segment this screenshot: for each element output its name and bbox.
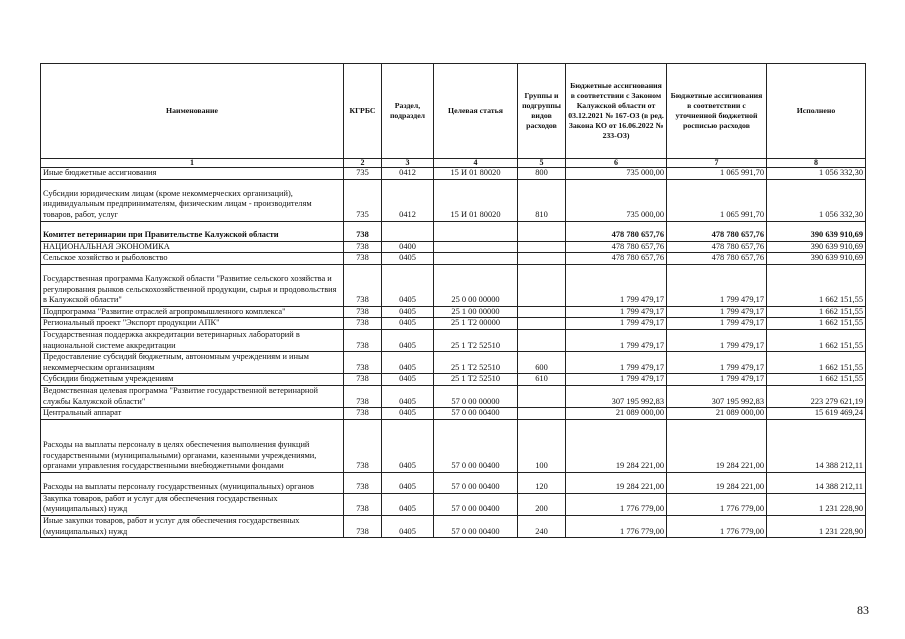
table-cell-group	[518, 306, 566, 318]
table-row	[41, 329, 866, 351]
table-row	[41, 253, 866, 265]
table-cell-executed: 1 662 151,55	[767, 306, 866, 318]
table-cell-kgrbs: 738	[344, 264, 382, 306]
header-kgrbs: КГРБС	[344, 64, 382, 159]
table-cell-group	[518, 221, 566, 241]
table-cell-section: 0400	[382, 241, 434, 253]
table-cell-section: 0412	[382, 179, 434, 221]
table-cell-section: 0405	[382, 408, 434, 420]
table-cell-name: НАЦИОНАЛЬНАЯ ЭКОНОМИКА	[41, 241, 344, 253]
table-cell-name: Центральный аппарат	[41, 408, 344, 420]
table-cell-group	[518, 385, 566, 407]
table-cell-name: Закупка товаров, работ и услуг для обеспечения государственных (муниципальных) нужд	[41, 493, 344, 515]
table-cell-section: 0405	[382, 318, 434, 330]
table-cell-name: Сельское хозяйство и рыболовство	[41, 253, 344, 265]
table-cell-executed: 390 639 910,69	[767, 241, 866, 253]
table-cell-executed: 1 056 332,30	[767, 168, 866, 180]
table-row	[41, 472, 866, 493]
table-cell-executed: 223 279 621,19	[767, 385, 866, 407]
table-cell-target	[434, 221, 518, 241]
table-cell-group	[518, 264, 566, 306]
table-cell-name: Расходы на выплаты персоналу в целях обеспечения выполнения функций государственными (муниципальными) органами, казенными учреждениями, органами управления государственными внебюджетными фондами	[41, 419, 344, 472]
table-cell-section: 0405	[382, 515, 434, 537]
table-row	[41, 179, 866, 221]
table-cell-section: 0405	[382, 352, 434, 374]
table-cell-kgrbs: 738	[344, 329, 382, 351]
table-cell-executed: 14 388 212,11	[767, 472, 866, 493]
table-cell-section: 0405	[382, 329, 434, 351]
table-cell-law-allocation: 478 780 657,76	[566, 253, 667, 265]
table-cell-target: 25 1 Т2 52510	[434, 352, 518, 374]
page-number: 83	[857, 603, 869, 617]
table-cell-law-allocation: 735 000,00	[566, 168, 667, 180]
table-row	[41, 515, 866, 537]
table-row	[41, 221, 866, 241]
budget-table	[40, 63, 866, 538]
table-cell-name: Государственная программа Калужской области "Развитие сельского хозяйства и регулирования рынков сельскохозяйственной продукции, сырья и продовольствия в Калужской области"	[41, 264, 344, 306]
table-cell-section: 0405	[382, 306, 434, 318]
table-cell-kgrbs: 735	[344, 179, 382, 221]
table-cell-refined-allocation: 478 780 657,76	[667, 253, 767, 265]
table-row	[41, 306, 866, 318]
table-cell-executed: 390 639 910,69	[767, 221, 866, 241]
table-cell-executed: 15 619 469,24	[767, 408, 866, 420]
table-cell-law-allocation: 478 780 657,76	[566, 241, 667, 253]
table-cell-law-allocation: 1 799 479,17	[566, 264, 667, 306]
table-cell-name: Комитет ветеринарии при Правительстве Калужской области	[41, 221, 344, 241]
table-cell-law-allocation: 1 799 479,17	[566, 306, 667, 318]
table-cell-target: 25 1 00 00000	[434, 306, 518, 318]
column-number: 8	[767, 159, 866, 168]
table-cell-refined-allocation: 307 195 992,83	[667, 385, 767, 407]
column-number: 7	[667, 159, 767, 168]
table-cell-refined-allocation: 1 776 779,00	[667, 515, 767, 537]
table-cell-target: 57 0 00 00400	[434, 515, 518, 537]
table-cell-section: 0405	[382, 253, 434, 265]
table-cell-kgrbs: 738	[344, 408, 382, 420]
table-cell-kgrbs: 738	[344, 419, 382, 472]
table-cell-group	[518, 241, 566, 253]
table-cell-refined-allocation: 1 799 479,17	[667, 306, 767, 318]
table-cell-section: 0412	[382, 168, 434, 180]
table-cell-target: 57 0 00 00000	[434, 385, 518, 407]
table-cell-kgrbs: 738	[344, 318, 382, 330]
table-cell-executed: 1 662 151,55	[767, 352, 866, 374]
column-number: 4	[434, 159, 518, 168]
table-cell-kgrbs: 738	[344, 515, 382, 537]
table-cell-refined-allocation: 1 799 479,17	[667, 374, 767, 386]
table-cell-target: 57 0 00 00400	[434, 419, 518, 472]
table-cell-executed: 1 662 151,55	[767, 264, 866, 306]
table-cell-executed: 14 388 212,11	[767, 419, 866, 472]
table-body	[41, 168, 866, 538]
header-law-allocations: Бюджетные ассигнования в соответствии с Законом Калужской области от 03.12.2021 № 167-ОЗ (в ред. Закона КО от 16.06.2022 № 233-ОЗ)	[566, 64, 667, 159]
table-cell-section: 0405	[382, 419, 434, 472]
table-cell-section: 0405	[382, 385, 434, 407]
table-cell-refined-allocation: 19 284 221,00	[667, 472, 767, 493]
table-cell-law-allocation: 21 089 000,00	[566, 408, 667, 420]
table-cell-kgrbs: 738	[344, 493, 382, 515]
table-cell-executed: 1 662 151,55	[767, 318, 866, 330]
table-row	[41, 493, 866, 515]
table-cell-group: 610	[518, 374, 566, 386]
table-cell-refined-allocation: 1 065 991,70	[667, 179, 767, 221]
table-cell-group: 120	[518, 472, 566, 493]
table-cell-law-allocation: 19 284 221,00	[566, 472, 667, 493]
table-cell-group: 810	[518, 179, 566, 221]
table-cell-refined-allocation: 1 776 779,00	[667, 493, 767, 515]
table-cell-law-allocation: 1 776 779,00	[566, 493, 667, 515]
table-cell-refined-allocation: 1 799 479,17	[667, 329, 767, 351]
table-cell-name: Иные бюджетные ассигнования	[41, 168, 344, 180]
table-cell-name: Субсидии бюджетным учреждениям	[41, 374, 344, 386]
table-cell-name: Ведомственная целевая программа "Развитие государственной ветеринарной службы Калужской области"	[41, 385, 344, 407]
table-cell-target	[434, 241, 518, 253]
table-cell-executed: 1 662 151,55	[767, 374, 866, 386]
table-cell-executed: 390 639 910,69	[767, 253, 866, 265]
table-cell-executed: 1 231 228,90	[767, 515, 866, 537]
table-row	[41, 241, 866, 253]
header-executed: Исполнено	[767, 64, 866, 159]
table-cell-refined-allocation: 1 065 991,70	[667, 168, 767, 180]
table-cell-kgrbs: 738	[344, 472, 382, 493]
table-cell-refined-allocation: 21 089 000,00	[667, 408, 767, 420]
table-cell-group: 600	[518, 352, 566, 374]
table-cell-group	[518, 329, 566, 351]
table-row	[41, 352, 866, 374]
table-cell-law-allocation: 1 799 479,17	[566, 352, 667, 374]
table-cell-law-allocation: 1 799 479,17	[566, 374, 667, 386]
header-refined-allocations: Бюджетные ассигнования в соответствии с уточненной бюджетной росписью расходов	[667, 64, 767, 159]
table-cell-law-allocation: 307 195 992,83	[566, 385, 667, 407]
table-cell-kgrbs: 738	[344, 221, 382, 241]
table-cell-law-allocation: 1 799 479,17	[566, 318, 667, 330]
table-cell-group	[518, 318, 566, 330]
header-name: Наименование	[41, 64, 344, 159]
table-cell-name: Региональный проект "Экспорт продукции АПК"	[41, 318, 344, 330]
column-number-row	[41, 159, 866, 168]
table-cell-executed: 1 056 332,30	[767, 179, 866, 221]
table-cell-group: 100	[518, 419, 566, 472]
table-cell-refined-allocation: 1 799 479,17	[667, 318, 767, 330]
table-cell-target: 57 0 00 00400	[434, 493, 518, 515]
table-cell-kgrbs: 735	[344, 168, 382, 180]
table-cell-target: 25 1 Т2 00000	[434, 318, 518, 330]
table-row	[41, 385, 866, 407]
table-cell-name: Иные закупки товаров, работ и услуг для обеспечения государственных (муниципальных) нужд	[41, 515, 344, 537]
table-cell-group: 240	[518, 515, 566, 537]
table-cell-name: Субсидии юридическим лицам (кроме некоммерческих организаций), индивидуальным предпринимателям, физическим лицам - производителям товаров, работ, услуг	[41, 179, 344, 221]
table-cell-law-allocation: 1 776 779,00	[566, 515, 667, 537]
table-cell-law-allocation: 19 284 221,00	[566, 419, 667, 472]
header-row	[41, 64, 866, 159]
table-cell-kgrbs: 738	[344, 306, 382, 318]
column-number: 6	[566, 159, 667, 168]
column-number: 1	[41, 159, 344, 168]
table-row	[41, 318, 866, 330]
column-number: 3	[382, 159, 434, 168]
header-target: Целевая статья	[434, 64, 518, 159]
table-cell-law-allocation: 1 799 479,17	[566, 329, 667, 351]
table-cell-refined-allocation: 478 780 657,76	[667, 241, 767, 253]
table-cell-section: 0405	[382, 472, 434, 493]
table-cell-section: 0405	[382, 264, 434, 306]
header-section: Раздел, подраздел	[382, 64, 434, 159]
table-row	[41, 419, 866, 472]
table-cell-section: 0405	[382, 374, 434, 386]
table-cell-target: 57 0 00 00400	[434, 408, 518, 420]
column-number: 2	[344, 159, 382, 168]
table-cell-group	[518, 253, 566, 265]
table-cell-kgrbs: 738	[344, 253, 382, 265]
table-cell-target: 25 1 Т2 52510	[434, 329, 518, 351]
table-row	[41, 374, 866, 386]
table-cell-name: Подпрограмма "Развитие отраслей агропромышленного комплекса"	[41, 306, 344, 318]
table-row	[41, 264, 866, 306]
table-cell-name: Государственная поддержка аккредитации ветеринарных лабораторий в национальной системе аккредитации	[41, 329, 344, 351]
table-cell-group	[518, 408, 566, 420]
table-cell-kgrbs: 738	[344, 385, 382, 407]
table-cell-executed: 1 662 151,55	[767, 329, 866, 351]
table-cell-refined-allocation: 478 780 657,76	[667, 221, 767, 241]
table-cell-target: 25 1 Т2 52510	[434, 374, 518, 386]
table-cell-target: 57 0 00 00400	[434, 472, 518, 493]
table-cell-target: 15 И 01 80020	[434, 168, 518, 180]
table-cell-kgrbs: 738	[344, 352, 382, 374]
table-cell-target: 25 0 00 00000	[434, 264, 518, 306]
table-cell-target: 15 И 01 80020	[434, 179, 518, 221]
column-number: 5	[518, 159, 566, 168]
table-cell-target	[434, 253, 518, 265]
table-cell-law-allocation: 478 780 657,76	[566, 221, 667, 241]
table-cell-law-allocation: 735 000,00	[566, 179, 667, 221]
table-row	[41, 168, 866, 180]
table-cell-refined-allocation: 1 799 479,17	[667, 352, 767, 374]
table-cell-refined-allocation: 1 799 479,17	[667, 264, 767, 306]
table-cell-name: Расходы на выплаты персоналу государственных (муниципальных) органов	[41, 472, 344, 493]
table-cell-group: 200	[518, 493, 566, 515]
table-cell-section	[382, 221, 434, 241]
table-cell-kgrbs: 738	[344, 374, 382, 386]
table-cell-section: 0405	[382, 493, 434, 515]
table-cell-group: 800	[518, 168, 566, 180]
table-row	[41, 408, 866, 420]
table-cell-refined-allocation: 19 284 221,00	[667, 419, 767, 472]
header-groups: Группы и подгруппы видов расходов	[518, 64, 566, 159]
table-cell-kgrbs: 738	[344, 241, 382, 253]
table-cell-executed: 1 231 228,90	[767, 493, 866, 515]
table-cell-name: Предоставление субсидий бюджетным, автономным учреждениям и иным некоммерческим организациям	[41, 352, 344, 374]
